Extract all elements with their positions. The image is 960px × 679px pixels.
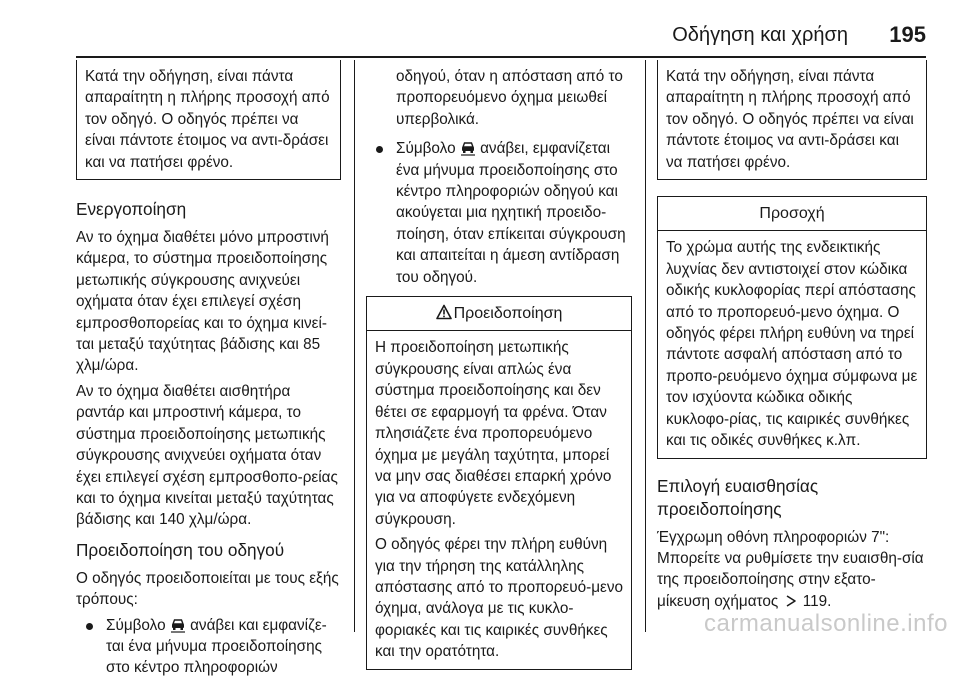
heading-activation: Ενεργοποίηση [76, 199, 187, 220]
page-header [0, 0, 960, 60]
page-number: 195 [889, 22, 926, 47]
list-item-text-start: Σύμβολο [396, 140, 456, 158]
page-reference-link[interactable]: 119. [802, 592, 832, 610]
column-divider [645, 60, 646, 632]
bullet-dot [86, 623, 93, 630]
list-item-text-end: ανάβει, εμφανίζεται ένα μήνυμα προειδοποίησης στο κέντρο πληροφοριών οδηγού και ακούγεται μια ηχητική προειδο-ποίηση, όταν επίκειται σύγκρουση και απαιτείται η άμεση αντίδραση του οδηγού. [396, 140, 626, 286]
warning-paragraph: Η προειδοποίηση μετωπικής σύγκρουσης είναι απλώς ένα σύστημα προειδοποίησης και δεν θέτει σε εφαρμογή τα φρένα. Όταν πλησιάζετε ένα προπορευόμενο όχημα με μεγάλη ταχύτητα, μπορεί να μην σας διαθέσει επαρκή χρόνο για να αποφύγετε ενδεχόμενη σύγκρουση. [375, 339, 612, 528]
column-1 [76, 60, 341, 679]
notice-box [657, 60, 927, 180]
paragraph: Αν το όχημα διαθέτει αισθητήρα ραντάρ και μπροστινή κάμερα, το σύστημα προειδοποίησης μετωπικής σύγκρουσης ανιχνεύει οχήματα όταν έχει επιλεγεί σχέση εμπροσθοπο-ρείας και το όχημα κινείται μεταξύ ταχύτητας βάδισης και 140 χλμ/ώρα. [76, 382, 338, 529]
caution-text: Το χρώμα αυτής της ενδεικτικής λυχνίας δεν αντιστοιχεί στον κώδικα οδικής κυκλοφορίας περί απόστασης από το προπορευό-μενο όχημα. Ο οδηγός φέρει πλήρη ευθύνη να τηρεί πάντοτε ασφαλή απόσταση από το προπο-ρευόμενο όχημα σύμφωνα με τον ισχύοντα κώδικα οδικής κυκλοφο-ρίας, τις καιρικές συνθήκες και τις οδικές συνθήκες κ.λπ. [666, 239, 918, 450]
caution-box [657, 196, 927, 458]
notice-text: Κατά την οδήγηση, είναι πάντα απαραίτητη η πλήρης προσοχή από τον οδηγό. Ο οδηγός πρέπει να είναι πάντοτε έτοιμος να αντι-δράσει και να πατήσει φρένο. [666, 68, 914, 171]
sensitivity-text: Έγχρωμη οθόνη πληροφοριών 7": Μπορείτε να ρυθμίσετε την ευαισθη-σία της προειδοποίησης στην εξατο-μίκευση οχήματος [657, 528, 924, 610]
list-item-text-start: Σύμβολο [106, 616, 166, 634]
page-reference-arrow-icon [785, 593, 797, 607]
column-3 [657, 60, 927, 612]
list-item [366, 138, 632, 288]
warning-triangle-icon [436, 304, 452, 320]
warning-box [366, 296, 632, 670]
column-2 [366, 60, 632, 670]
header-rule [76, 56, 926, 58]
paragraph: Αν το όχημα διαθέτει μόνο μπροστινή κάμερα, το σύστημα προειδοποίησης μετωπικής σύγκρουσης ανιχνεύει οχήματα όταν έχει επιλεγεί σχέση εμπροσθοπορείας και το όχημα κινεί-ται μεταξύ ταχύτητας βάδισης και 85 χλμ/ώρα. [76, 229, 329, 375]
notice-text: Κατά την οδήγηση, είναι πάντα απαραίτητη η πλήρης προσοχή από τον οδηγό. Ο οδηγός πρέπει να είναι πάντοτε έτοιμος να αντι-δράσει και να πατήσει φρένο. [85, 68, 330, 171]
paragraph [657, 527, 927, 613]
vehicle-ahead-icon [170, 617, 186, 633]
bullet-dot [376, 146, 383, 153]
bullet-list [76, 615, 341, 679]
column-divider [354, 60, 355, 632]
list-item-text-end: ανάβει και εμφανίζε-ται ένα μήνυμα προειδοποίησης στο κέντρο πληροφοριών [106, 616, 327, 677]
caution-title: Προσοχή [658, 197, 926, 231]
warning-title: Προειδοποίηση [453, 305, 563, 323]
paragraph: Ο οδηγός προειδοποιείται με τους εξής τρόπους: [76, 569, 339, 609]
heading-sensitivity: Επιλογή ευαισθησίας προειδοποίησης [657, 475, 819, 519]
page-title: Οδήγηση και χρήση [672, 24, 848, 46]
notice-box [76, 60, 341, 180]
bullet-list [366, 138, 632, 288]
list-item [76, 615, 341, 679]
warning-paragraph: Ο οδηγός φέρει την πλήρη ευθύνη για την τήρηση της κατάλληλης απόστασης από το προπορευό-μενο όχημα, ανάλογα με τις κυκλο-φοριακές και τις καιρικές συνθήκες και την ορατότητα. [375, 536, 623, 661]
watermark: carmanualsonline.info [704, 610, 948, 637]
heading-driver-warning: Προειδοποίηση του οδηγού [76, 539, 285, 560]
warning-body [367, 331, 631, 668]
vehicle-ahead-icon [460, 140, 476, 156]
warning-header [367, 297, 631, 331]
list-item-continuation: οδηγού, όταν η απόσταση από το προπορευόμενο όχημα μειωθεί υπερβολικά. [396, 68, 623, 128]
